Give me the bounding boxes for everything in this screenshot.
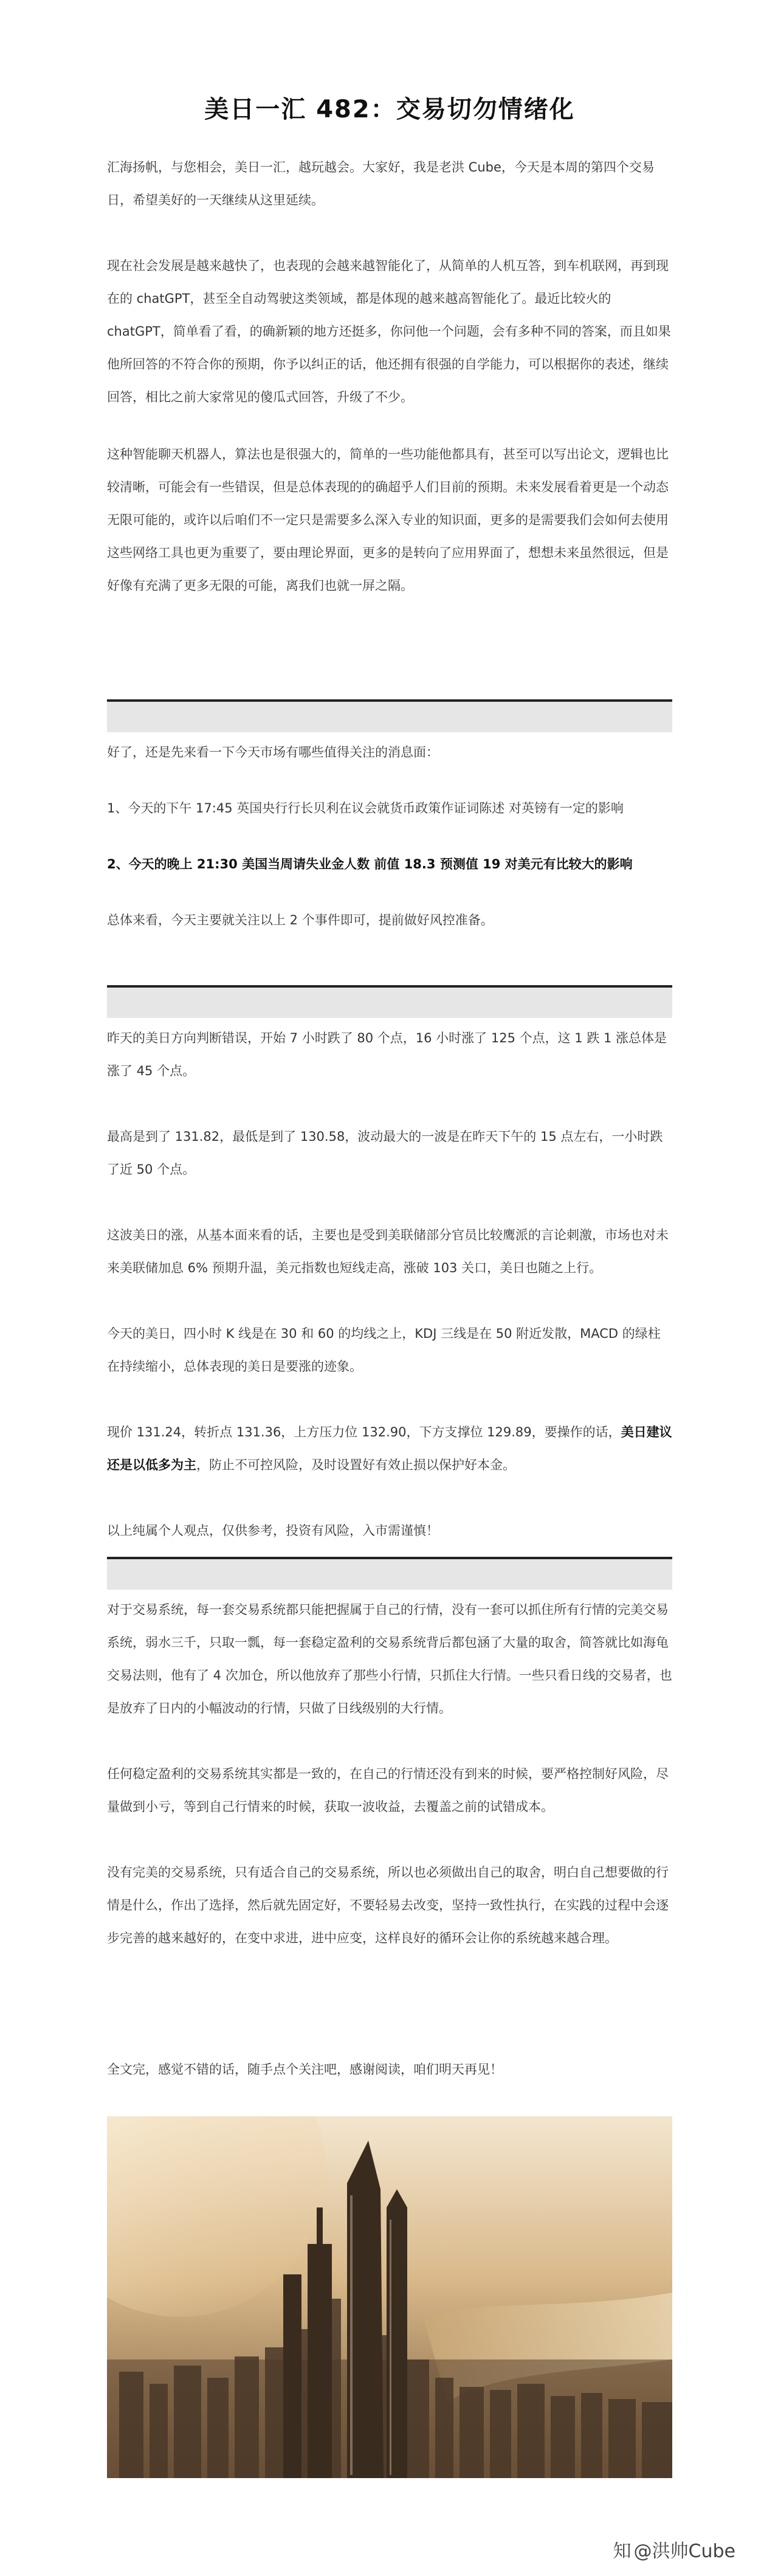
news-item-1: 1、今天的下午 17:45 英国央行行长贝利在议会就货币政策作证词陈述 对英镑有一定的影响 xyxy=(107,801,624,815)
price-levels-text: 现价 131.24，转折点 131.36，上方压力位 132.90，下方支撑位 129.89，要操作的话， xyxy=(107,1425,621,1439)
section-divider xyxy=(107,985,672,1018)
system-paragraph: 对于交易系统，每一套交易系统都只能把握属于自己的行情，没有一套可以抓住所有行情的完美交易系统，弱水三千，只取一瓢，每一套稳定盈利的交易系统背后都包涵了大量的取舍，简答就比如海龟交易法则，他有了 4 次加仓，所以他放弃了那些小行情，只抓住大行情。一些只看日线的交易者，也是放弃了日内的小幅波动的行情，只做了日线级别的大行情。 xyxy=(107,1602,672,1716)
analysis-paragraph: 这波美日的涨，从基本面来看的话，主要也是受到美联储部分官员比较鹰派的言论刺激，市场也对未来美联储加息 6% 预期升温，美元指数也短线走高，涨破 103 关口，美日也随之上行。 xyxy=(107,1228,669,1275)
closing-line: 全文完，感觉不错的话，随手点个关注吧，感谢阅读，咱们明天再见！ xyxy=(107,2062,503,2077)
news-item-2: 2、今天的晚上 21:30 美国当周请失业金人数 前值 18.3 预测值 19 对美元有比较大的影响 xyxy=(107,857,633,871)
system-paragraph: 任何稳定盈利的交易系统其实都是一致的，在自己的行情还没有到来的时候，要严格控制好风险，尽量做到小亏，等到自己行情来的时候，获取一波收益，去覆盖之前的试错成本。 xyxy=(107,1767,669,1814)
price-recommendation: 美日建议还是以低多为主 xyxy=(107,1425,672,1472)
analysis-paragraph: 最高是到了 131.82，最低是到了 130.58，波动最大的一波是在昨天下午的 15 点左右，一小时跌了近 50 个点。 xyxy=(107,1129,663,1177)
news-summary: 总体来看，今天主要就关注以上 2 个事件即可，提前做好风控准备。 xyxy=(107,913,494,927)
news-intro: 好了，还是先来看一下今天市场有哪些值得关注的消息面： xyxy=(107,745,439,760)
section-divider xyxy=(107,699,672,732)
system-paragraph: 没有完美的交易系统，只有适合自己的交易系统，所以也必须做出自己的取舍，明白自己想要做的行情是什么，作出了选择，然后就先固定好，不要轻易去改变，坚持一致性执行，在实践的过程中会逐步完善的越来越好的，在变中求进，进中应变，这样良好的循环会让你的系统越来越合理。 xyxy=(107,1865,669,1945)
analysis-paragraph: 昨天的美日方向判断错误，开始 7 小时跌了 80 个点，16 小时涨了 125 个点，这 1 跌 1 涨总体是涨了 45 个点。 xyxy=(107,1031,667,1078)
intro-paragraph: 汇海扬帆，与您相会，美日一汇，越玩越会。大家好，我是老洪 Cube，今天是本周的第四个交易日，希望美好的一天继续从这里延续。 xyxy=(107,160,655,207)
city-skyline-image xyxy=(107,2116,672,2478)
article-title: 美日一汇 482：交易切勿情绪化 xyxy=(204,95,575,123)
ai-paragraph: 现在社会发展是越来越快了，也表现的会越来越智能化了，从简单的人机互答，到车机联网，再到现在的 chatGPT，甚至全自动驾驶这类领域，都是体现的越来越高智能化了。最近比较火的 chatGPT，简单看了看，的确新颖的地方还挺多，你问他一个问题，会有多种不同的答案，而且如果他所回答的不符合你的预期，你予以纠正的话，他还拥有很强的自学能力，可以根据你的表述，继续回答，相比之前大家常见的傻瓜式回答，升级了不少。 xyxy=(107,258,671,404)
price-levels xyxy=(107,1416,672,1481)
disclaimer: 以上纯属个人观点，仅供参考，投资有风险，入市需谨慎！ xyxy=(107,1523,439,1538)
zhihu-logo-icon: 知 xyxy=(613,2541,632,2562)
analysis-paragraph: 今天的美日，四小时 K 线是在 30 和 60 的均线之上，KDJ 三线是在 50 附近发散，MACD 的绿柱在持续缩小，总体表现的美日是要涨的迹象。 xyxy=(107,1326,661,1374)
author-watermark xyxy=(613,2536,735,2563)
ai-paragraph-2: 这种智能聊天机器人，算法也是很强大的，简单的一些功能他都具有，甚至可以写出论文，逻辑也比较清晰，可能会有一些错误，但是总体表现的的确超乎人们目前的预期。未来发展看着更是一个动态无限可能的，或许以后咱们不一定只是需要多么深入专业的知识面，更多的是需要我们会如何去使用这些网络工具也更为重要了，要由理论界面，更多的是转向了应用界面了，想想未来虽然很远，但是好像有充满了更多无限的可能，离我们也就一屏之隔。 xyxy=(107,447,669,593)
section-divider xyxy=(107,1557,672,1590)
price-levels-text-2: ，防止不可控风险，及时设置好有效止损以保护好本金。 xyxy=(196,1458,515,1472)
author-handle: @洪帅Cube xyxy=(633,2541,735,2562)
